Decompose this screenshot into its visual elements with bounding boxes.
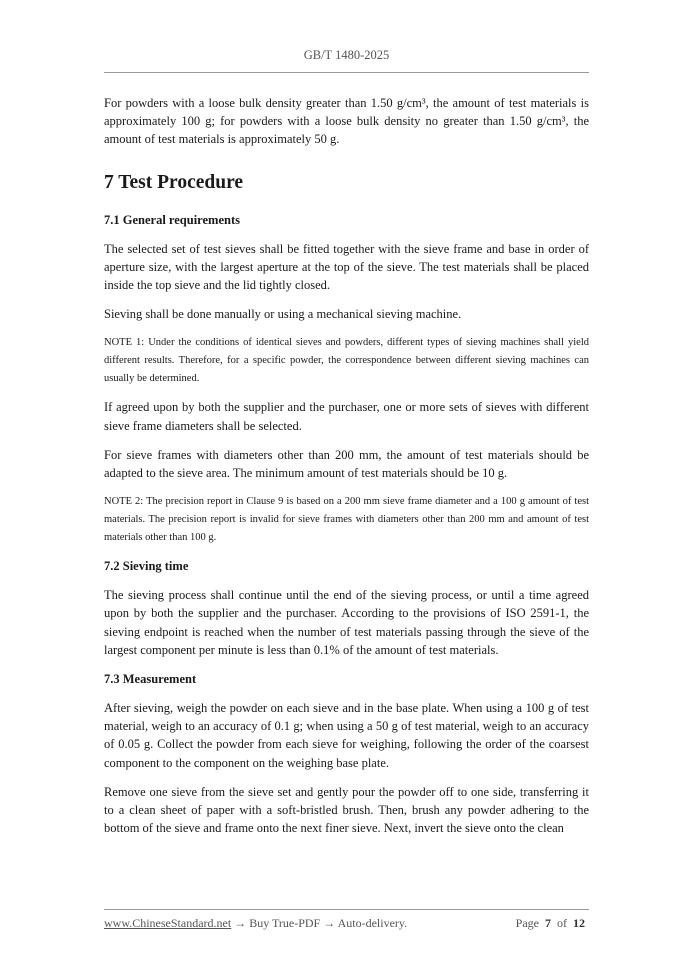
section-heading: 7 Test Procedure (104, 171, 244, 193)
intro-paragraph: For powders with a loose bulk density greater than 1.50 g/cm³, the amount of test materials is approximately 100 g; for powders with a loose bulk density no greater than 1.50 g/cm³, the amount of test materials is approximately 50 g. (104, 96, 589, 147)
page-number (516, 916, 585, 931)
paragraph-7-3-2: Remove one sieve from the sieve set and gently pour the powder off to one side, transferring it to a clean sheet of paper with a soft-bristled brush. Then, brush any powder adhering to the bottom of the sieve and frame onto the next finer sieve. Next, invert the sieve onto the clean (104, 784, 589, 836)
page-label: Page (515, 916, 539, 930)
page-of-label: of (557, 916, 567, 930)
header-divider (104, 72, 589, 73)
paragraph-7-1-4: For sieve frames with diameters other than 200 mm, the amount of test materials should be adapted to the sieve area. The minimum amount of test materials should be 10 g. (104, 447, 589, 481)
document-id: GB/T 1480-2025 (303, 48, 390, 62)
buy-true-pdf-text: Buy True-PDF (249, 916, 321, 930)
site-link[interactable]: www.ChineseStandard.net (104, 916, 232, 930)
footer-divider (104, 909, 589, 910)
paragraph-7-1-2: Sieving shall be done manually or using a mechanical sieving machine. (104, 307, 462, 322)
arrow-icon: → (234, 916, 247, 930)
subsection-heading-7-1: 7.1 General requirements (104, 212, 240, 227)
footer-promo (104, 916, 407, 931)
auto-delivery-text: Auto-delivery. (337, 916, 408, 930)
page-total: 12 (573, 916, 585, 930)
note-1: NOTE 1: Under the conditions of identical sieves and powders, different types of sieving machines shall yield different results. Therefore, for a specific powder, the correspondence between different sieving machines can usually be determined. (104, 337, 589, 385)
page-content (104, 94, 589, 848)
paragraph-7-1-3: If agreed upon by both the supplier and the purchaser, one or more sets of sieves with different sieve frame diameters shall be selected. (104, 400, 589, 433)
note-2: NOTE 2: The precision report in Clause 9 is based on a 200 mm sieve frame diameter and a 100 g amount of test materials. The precision report is invalid for sieve frames with diameters other than 200 mm and amount of test materials other than 100 g. (104, 496, 589, 544)
paragraph-7-3-1: After sieving, weigh the powder on each sieve and in the base plate. When using a 100 g of test material, weigh to an accuracy of 0.1 g; when using a 50 g of test material, weigh to an accuracy of 0.05 g. Collect the powder from each sieve for weighing, following the order of the coarsest component to the component on the weighing base plate. (104, 701, 589, 770)
arrow-icon: → (323, 916, 336, 930)
subsection-heading-7-3: 7.3 Measurement (104, 672, 197, 687)
page-current: 7 (545, 916, 551, 930)
paragraph-7-2-1: The sieving process shall continue until the end of the sieving process, or until a time agreed upon by both the supplier and the purchaser. According to the provisions of ISO 2591-1, the sieving endpoint is reached when the number of test materials passing through the sieve of the largest component per minute is less than 0.1% of the amount of test materials. (104, 588, 589, 657)
page-header (104, 48, 589, 63)
paragraph-7-1-1: The selected set of test sieves shall be fitted together with the sieve frame and base in order of aperture size, with the largest aperture at the top of the sieve. The test materials shall be placed inside the top sieve and the lid tightly closed. (104, 241, 589, 293)
subsection-heading-7-2: 7.2 Sieving time (104, 559, 189, 574)
